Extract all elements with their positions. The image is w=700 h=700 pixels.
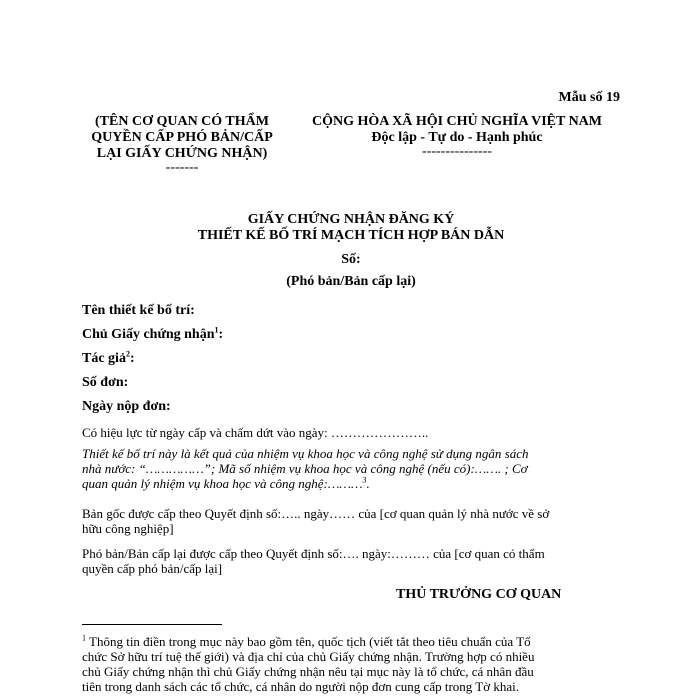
certificate-title-block [82, 212, 620, 290]
owner-colon: : [218, 327, 224, 342]
application-number-field: Số đơn: [82, 375, 129, 390]
authority-line-3: LẠI GIẤY CHỨNG NHẬN) [96, 146, 268, 161]
copy-issuance-paragraph [82, 546, 627, 576]
authority-line-2: QUYỀN CẤP PHÓ BẢN/CẤP [91, 130, 273, 145]
validity-line: Có hiệu lực từ ngày cấp và chấm dứt vào ngày: ………………….. [82, 425, 429, 440]
national-title: CỘNG HÒA XÃ HỘI CHỦ NGHĨA VIỆT NAM [311, 114, 602, 129]
science-task-end: . [366, 476, 370, 491]
owner-field [82, 327, 223, 343]
copy-issuance-line-2: quyền cấp phó bản/cấp lại] [82, 561, 223, 576]
science-task-line-2: nhà nước: “……………”; Mã số nhiệm vụ khoa học và công nghệ (nếu có):……. ; Cơ [82, 461, 528, 476]
owner-label: Chủ Giấy chứng nhận [82, 327, 215, 342]
copy-type-label: (Phó bản/Bản cấp lại) [286, 274, 416, 289]
footnote-1-line-4: tiên trong danh sách các tổ chức, cá nhân do người nộp đơn cung cấp trong Tờ khai. [82, 679, 519, 694]
national-motto: Độc lập - Tự do - Hạnh phúc [371, 130, 543, 145]
footnote-1-line-1: Thông tin điền trong mục này bao gồm tên, quốc tịch (viết tắt theo tiêu chuẩn của Tổ [89, 634, 531, 649]
certificate-number-label: Số: [341, 252, 361, 267]
original-issuance-line-1: Bản gốc được cấp theo Quyết định số:….. ngày…… của [cơ quan quản lý nhà nước về sở [82, 506, 550, 521]
science-task-paragraph [82, 446, 627, 491]
national-rule: --------------- [422, 144, 492, 159]
filing-date-field: Ngày nộp đơn: [82, 399, 171, 414]
author-field [82, 351, 135, 367]
science-task-line-3: quan quản lý nhiệm vụ khoa học và công nghệ:……… [82, 476, 363, 491]
certificate-title-line-2: THIẾT KẾ BỐ TRÍ MẠCH TÍCH HỢP BÁN DẪN [197, 228, 505, 243]
authority-line-1: (TÊN CƠ QUAN CÓ THẨM [95, 114, 269, 129]
footnote-1-mark: 1 [82, 633, 86, 643]
science-task-line-1: Thiết kế bố trí này là kết quả của nhiệm vụ khoa học và công nghệ sử dụng ngân sách [82, 446, 529, 461]
design-name-field: Tên thiết kế bố trí: [82, 303, 195, 318]
footnote-1-line-3: chủ Giấy chứng nhận thì chủ Giấy chứng nhận nêu tại mục này là tổ chức, cá nhân đầu [82, 664, 534, 679]
owner-footnote-mark: 1 [214, 325, 219, 335]
author-colon: : [129, 351, 135, 366]
original-issuance-paragraph [82, 506, 627, 536]
certificate-title-line-1: GIẤY CHỨNG NHẬN ĐĂNG KÝ [247, 212, 455, 227]
author-label: Tác giả [82, 351, 126, 366]
footnote-1 [82, 634, 627, 694]
issuing-authority-header [82, 114, 282, 174]
footnote-1-line-2: chức Sở hữu trí tuệ thế giới) và địa chỉ của chủ Giấy chứng nhận. Trường hợp có nhiều [82, 649, 535, 664]
authority-rule: ------- [165, 160, 199, 175]
national-header [292, 114, 622, 158]
footnote-separator [82, 624, 222, 625]
form-number: Mẫu số 19 [558, 90, 620, 105]
copy-issuance-line-1: Phó bản/Bản cấp lại được cấp theo Quyết định số:…. ngày:……… của [cơ quan có thẩm [82, 546, 545, 561]
author-footnote-mark: 2 [125, 349, 130, 359]
science-task-footnote-mark: 3 [362, 475, 367, 485]
original-issuance-line-2: hữu công nghiệp] [82, 521, 174, 536]
signature-title: THỦ TRƯỞNG CƠ QUAN [396, 587, 562, 602]
